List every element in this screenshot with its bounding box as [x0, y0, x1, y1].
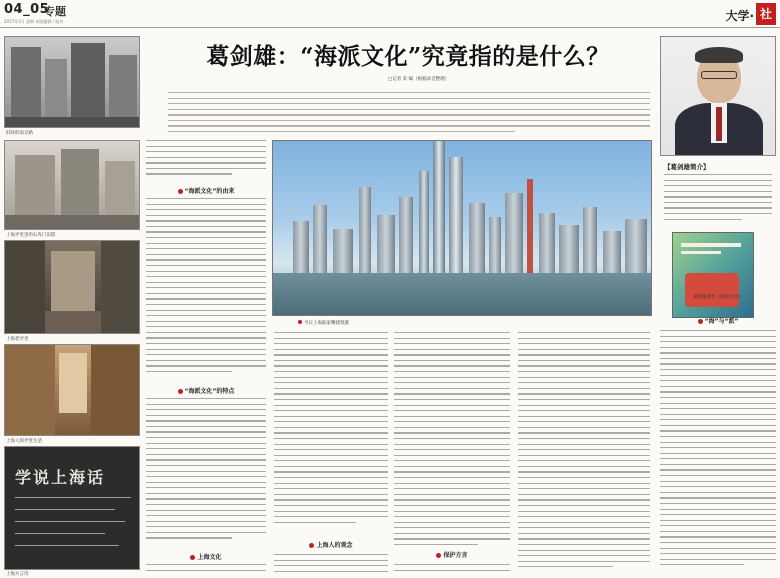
profile-text	[664, 174, 772, 228]
brand-name: 大学·	[725, 9, 754, 23]
body-text-col4	[518, 332, 650, 578]
subhead-6: “海”与“派”	[660, 316, 776, 325]
page-number: 04_05	[4, 2, 50, 17]
photo-lane-life	[4, 344, 140, 436]
body-text-col2-b	[274, 554, 388, 578]
page-header	[0, 0, 780, 28]
body-text-col1-a	[146, 140, 266, 180]
author-profile	[660, 36, 776, 306]
profile-title: 【葛剑雄简介】	[664, 163, 710, 171]
body-text-col3	[394, 332, 510, 552]
body-text-col1-d	[146, 564, 266, 578]
intro-paragraph	[168, 92, 650, 138]
author-portrait	[660, 36, 776, 156]
skyline-caption: 今日上海陆家嘴建筑群	[298, 320, 349, 326]
photo-old-nanjing-road	[4, 36, 140, 128]
subhead-5: 保护方言	[394, 550, 510, 559]
body-text-col3-b	[394, 564, 510, 578]
subhead-2: “海派文化”的特点	[146, 386, 266, 395]
header-rule	[0, 27, 780, 28]
body-text-col2	[274, 332, 388, 532]
article-byline: □记者 采 编（根据录音整理）	[388, 77, 450, 82]
photo-caption: 旧时的南京路	[6, 131, 33, 136]
article-title: 葛剑雄：“海派文化”究竟指的是什么？	[206, 43, 610, 70]
photo-caption: 上海弄堂里的石库门旧影	[6, 233, 56, 238]
photo-shikumen	[4, 140, 140, 230]
subhead-4: 上海人的观念	[274, 540, 388, 549]
body-text-col1-c	[146, 398, 266, 546]
photo-alley	[4, 240, 140, 334]
book-caption: 葛剑雄著作《海派文化》	[693, 295, 743, 300]
issue-meta: 2017年3月 星期 本版编辑 / 校对	[4, 19, 64, 24]
photo-caption: 上海老弄堂	[6, 337, 29, 342]
photo-dialect-poem	[4, 446, 140, 570]
photo-caption: 上海人的弄堂生活	[6, 439, 42, 444]
banner-text: 学说上海话	[15, 468, 106, 487]
body-text-col1-b	[146, 198, 266, 382]
book-cover	[672, 232, 754, 318]
photo-lujiazui-skyline	[272, 140, 652, 316]
subhead-3: 上海文化	[146, 552, 266, 561]
brand-seal: 社	[756, 3, 776, 25]
photo-caption: 上海方言诗	[6, 572, 29, 577]
body-text-col5	[660, 330, 776, 578]
subhead-1: “海派文化”的由来	[146, 186, 266, 195]
section-label: 专题	[44, 5, 66, 18]
